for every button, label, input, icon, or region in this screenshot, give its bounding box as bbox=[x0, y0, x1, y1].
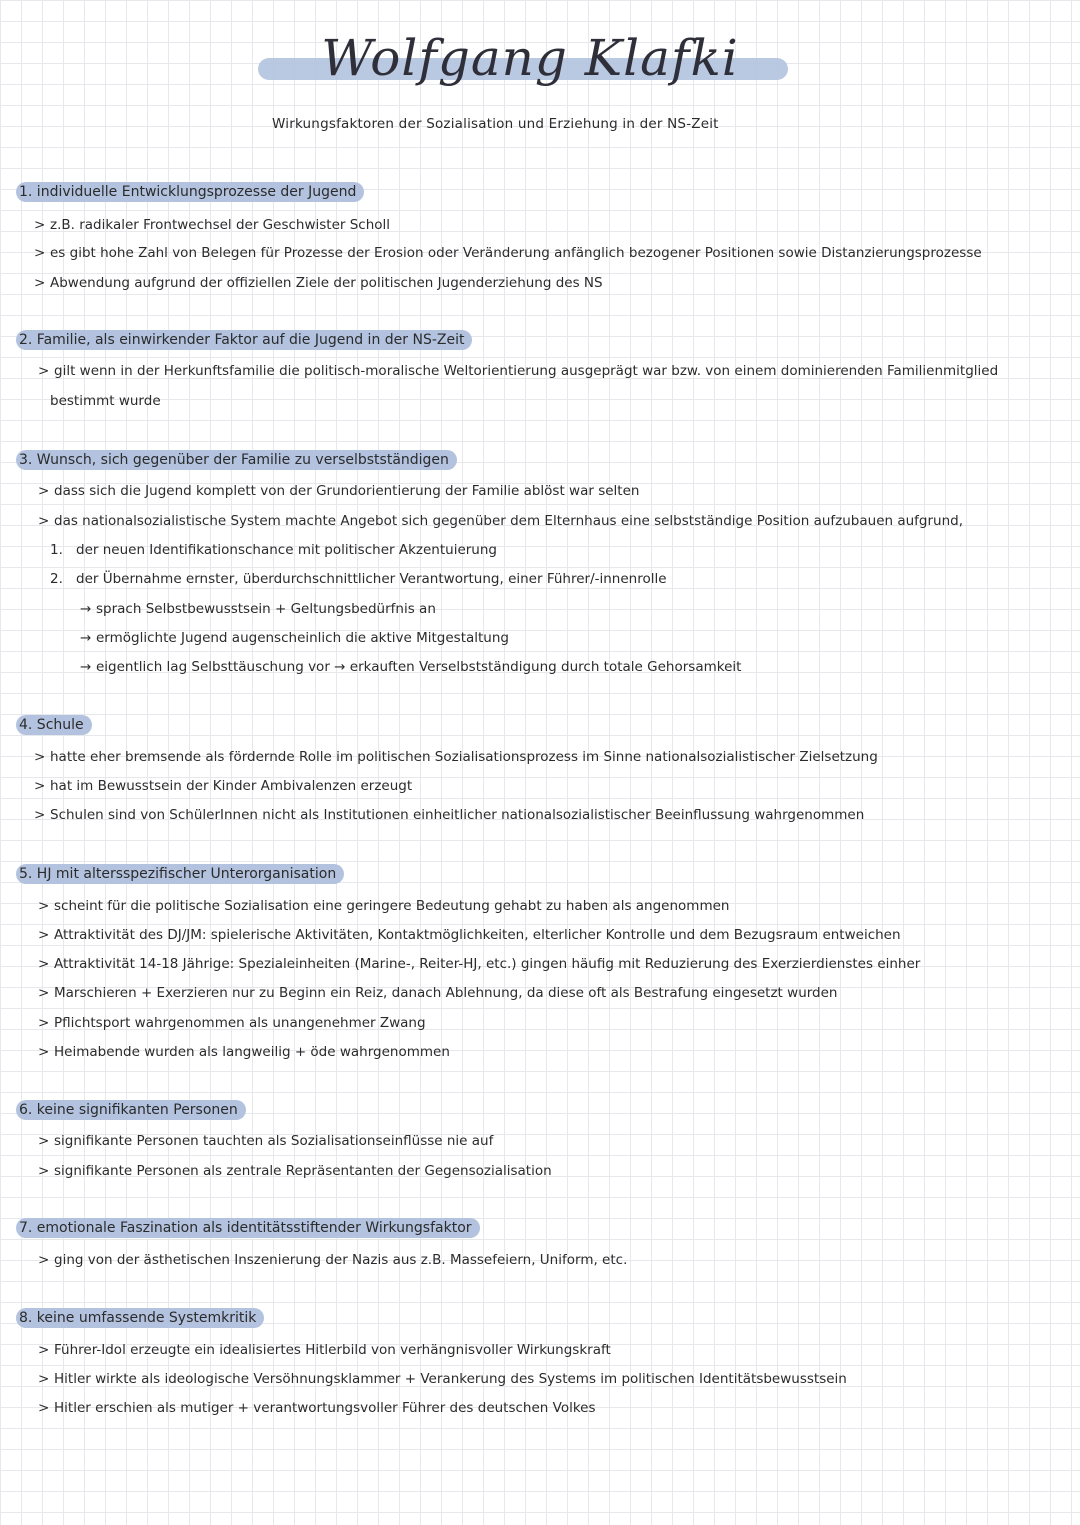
list-item bbox=[34, 748, 878, 766]
list-item-text: Abwendung aufgrund der offiziellen Ziele der politischen Jugenderziehung des NS bbox=[50, 275, 603, 291]
list-item-text: ging von der ästhetischen Inszenierung der Nazis aus z.B. Massefeiern, Uniform, etc. bbox=[54, 1252, 628, 1268]
page-subtitle: Wirkungsfaktoren der Sozialisation und Erziehung in der NS-Zeit bbox=[272, 116, 719, 132]
list-item bbox=[34, 806, 864, 824]
bullet-arrow-icon: > bbox=[38, 513, 50, 529]
list-item-text: Schulen sind von SchülerInnen nicht als Institutionen einheitlicher nationalsozialistischer Beeinflussung wahrgenommen bbox=[50, 807, 865, 823]
bullet-arrow-icon: > bbox=[38, 985, 50, 1001]
section-heading: 5. HJ mit altersspezifischer Unterorganisation bbox=[16, 864, 344, 884]
list-item-text: Führer-Idol erzeugte ein idealisiertes Hitlerbild von verhängnisvoller Wirkungskraft bbox=[54, 1342, 611, 1358]
list-item bbox=[80, 629, 509, 647]
list-item-text: Marschieren + Exerzieren nur zu Beginn ein Reiz, danach Ablehnung, da diese oft als Bestrafung eingesetzt wurden bbox=[54, 985, 838, 1001]
bullet-arrow-icon: > bbox=[34, 217, 46, 233]
bullet-arrow-icon: > bbox=[34, 275, 46, 291]
bullet-arrow-icon: > bbox=[38, 1342, 50, 1358]
bullet-arrow-icon: > bbox=[38, 1252, 50, 1268]
arrow-icon: → bbox=[80, 601, 92, 617]
list-item bbox=[38, 482, 639, 500]
bullet-arrow-icon: > bbox=[34, 245, 46, 261]
section-heading: 2. Familie, als einwirkender Faktor auf die Jugend in der NS-Zeit bbox=[16, 330, 472, 350]
list-item bbox=[38, 984, 838, 1002]
list-item-text: Pflichtsport wahrgenommen als unangenehmer Zwang bbox=[54, 1015, 426, 1031]
list-item-text: signifikante Personen als zentrale Repräsentanten der Gegensozialisation bbox=[54, 1163, 552, 1179]
list-item-text: signifikante Personen tauchten als Sozialisationseinflüsse nie auf bbox=[54, 1133, 494, 1149]
list-item-text: scheint für die politische Sozialisation eine geringere Bedeutung gehabt zu haben als angenommen bbox=[54, 898, 730, 914]
bullet-arrow-icon: > bbox=[34, 778, 46, 794]
list-item-text: der neuen Identifikationschance mit politischer Akzentuierung bbox=[76, 542, 497, 558]
bullet-arrow-icon: > bbox=[38, 927, 50, 943]
list-item-text: bestimmt wurde bbox=[50, 393, 161, 409]
list-item bbox=[38, 512, 963, 530]
title-block bbox=[250, 18, 810, 98]
list-item bbox=[50, 392, 161, 410]
section-heading: 1. individuelle Entwicklungsprozesse der Jugend bbox=[16, 182, 364, 202]
bullet-arrow-icon: > bbox=[38, 1400, 50, 1416]
section-heading: 7. emotionale Faszination als identitätsstiftender Wirkungsfaktor bbox=[16, 1218, 480, 1238]
list-item-text: Hitler erschien als mutiger + verantwortungsvoller Führer des deutschen Volkes bbox=[54, 1400, 596, 1416]
section-heading: 3. Wunsch, sich gegenüber der Familie zu verselbstständigen bbox=[16, 450, 457, 470]
list-item bbox=[38, 362, 998, 380]
bullet-arrow-icon: > bbox=[34, 807, 46, 823]
list-item bbox=[50, 541, 497, 559]
list-item-text: der Übernahme ernster, überdurchschnittlicher Verantwortung, einer Führer/-innenrolle bbox=[76, 571, 667, 587]
list-item bbox=[34, 216, 390, 234]
bullet-arrow-icon: > bbox=[38, 363, 50, 379]
list-item-text: gilt wenn in der Herkunftsfamilie die politisch-moralische Weltorientierung ausgeprägt war bzw. von einem dominierenden Familienmitglied bbox=[54, 363, 999, 379]
bullet-arrow-icon: > bbox=[38, 483, 50, 499]
list-number: 1. bbox=[50, 542, 63, 558]
list-item-text: Heimabende wurden als langweilig + öde wahrgenommen bbox=[54, 1044, 450, 1060]
arrow-icon: → bbox=[80, 630, 92, 646]
bullet-arrow-icon: > bbox=[38, 956, 50, 972]
bullet-arrow-icon: > bbox=[38, 1015, 50, 1031]
bullet-arrow-icon: > bbox=[34, 749, 46, 765]
arrow-icon: → bbox=[80, 659, 92, 675]
list-item-text: sprach Selbstbewusstsein + Geltungsbedürfnis an bbox=[96, 601, 436, 617]
list-item bbox=[34, 777, 412, 795]
bullet-arrow-icon: > bbox=[38, 1371, 50, 1387]
list-item-text: hat im Bewusstsein der Kinder Ambivalenzen erzeugt bbox=[50, 778, 413, 794]
bullet-arrow-icon: > bbox=[38, 1133, 50, 1149]
section-heading: 8. keine umfassende Systemkritik bbox=[16, 1308, 264, 1328]
list-item-text: hatte eher bremsende als fördernde Rolle im politischen Sozialisationsprozess im Sinne nationalsozialistischer Zielsetzung bbox=[50, 749, 878, 765]
bullet-arrow-icon: > bbox=[38, 898, 50, 914]
list-item bbox=[38, 897, 729, 915]
section-heading: 6. keine signifikanten Personen bbox=[16, 1100, 246, 1120]
list-item bbox=[38, 955, 920, 973]
list-item bbox=[38, 1399, 596, 1417]
list-item bbox=[38, 1043, 450, 1061]
list-item-text: dass sich die Jugend komplett von der Grundorientierung der Familie ablöst war selten bbox=[54, 483, 640, 499]
list-item-text: z.B. radikaler Frontwechsel der Geschwister Scholl bbox=[50, 217, 391, 233]
list-item bbox=[38, 1251, 627, 1269]
list-item bbox=[34, 274, 603, 292]
list-item bbox=[80, 600, 436, 618]
bullet-arrow-icon: > bbox=[38, 1163, 50, 1179]
page-title: Wolfgang Klafki bbox=[321, 29, 739, 87]
list-item-text: Hitler wirkte als ideologische Versöhnungsklammer + Verankerung des Systems im politischen Identitätsbewusstsein bbox=[54, 1371, 847, 1387]
list-item bbox=[38, 1162, 552, 1180]
list-item bbox=[38, 1370, 847, 1388]
list-item bbox=[38, 926, 901, 944]
list-item bbox=[38, 1014, 426, 1032]
list-item-text: Attraktivität 14-18 Jährige: Spezialeinheiten (Marine-, Reiter-HJ, etc.) gingen häufig mit Reduzierung des Exerzierdienstes einher bbox=[54, 956, 921, 972]
list-item-text: Attraktivität des DJ/JM: spielerische Aktivitäten, Kontaktmöglichkeiten, elterlicher Kontrolle und dem Bezugsraum entweichen bbox=[54, 927, 901, 943]
list-item-text: eigentlich lag Selbsttäuschung vor → erkauften Verselbstständigung durch totale Gehorsamkeit bbox=[96, 659, 742, 675]
section-heading: 4. Schule bbox=[16, 715, 92, 735]
list-item-text: das nationalsozialistische System machte Angebot sich gegenüber dem Elternhaus eine selbstständige Position aufzubauen aufgrund, bbox=[54, 513, 964, 529]
list-item bbox=[34, 244, 982, 262]
list-number: 2. bbox=[50, 571, 63, 587]
list-item bbox=[80, 658, 741, 676]
bullet-arrow-icon: > bbox=[38, 1044, 50, 1060]
list-item bbox=[50, 570, 667, 588]
list-item bbox=[38, 1132, 493, 1150]
list-item bbox=[38, 1341, 611, 1359]
list-item-text: es gibt hohe Zahl von Belegen für Prozesse der Erosion oder Veränderung anfänglich bezogener Positionen sowie Distanzierungsprozesse bbox=[50, 245, 982, 261]
list-item-text: ermöglichte Jugend augenscheinlich die aktive Mitgestaltung bbox=[96, 630, 509, 646]
